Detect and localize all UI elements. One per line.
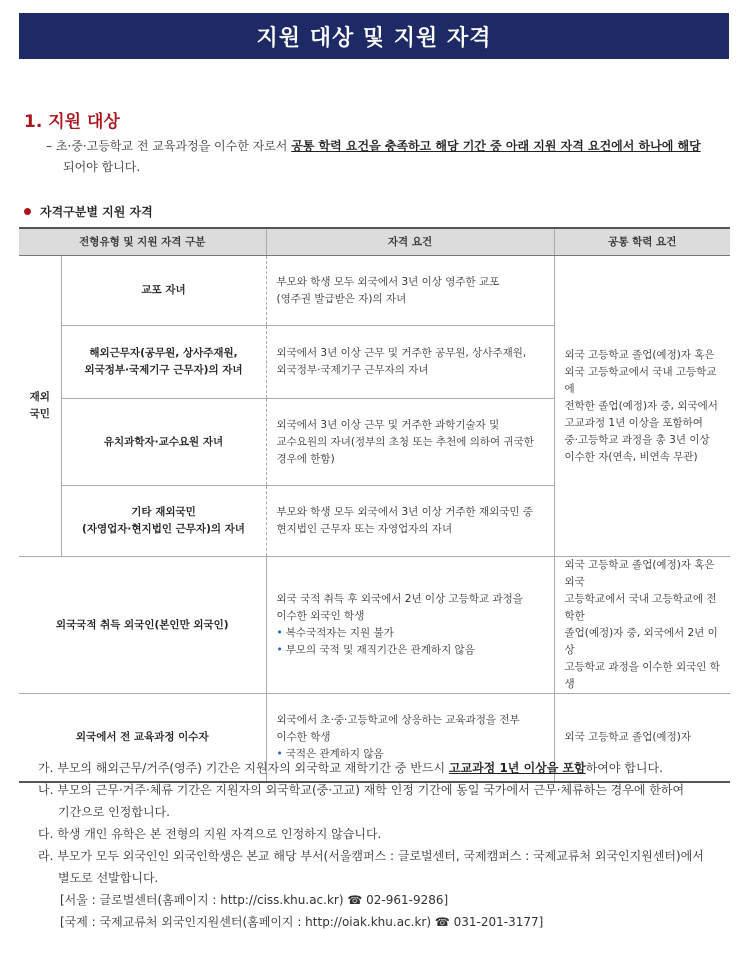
- req-line: 외국 국적 취득 후 외국에서 2년 이상 고등학교 과정을: [276, 593, 523, 605]
- common-line: 졸업(예정)자 중, 외국에서 2년 이상: [564, 627, 718, 656]
- category-line: 기타 재외국민: [131, 506, 196, 518]
- common-line: 고등학교에서 국내 고등학교에 전학한: [564, 593, 717, 622]
- common-requirement-cell: 외국 고등학교 졸업(예정)자: [554, 694, 730, 782]
- requirement-cell: [266, 557, 554, 694]
- group-label-overseas-korean: [19, 256, 61, 557]
- table-row: [19, 256, 730, 326]
- contact-international: [국제 : 국제교류처 외국인지원센터(홈페이지 : http://oiak.khu.ac.kr) ☎ 031-201-3177]: [60, 915, 544, 929]
- req-line: 이수한 학생: [276, 730, 331, 743]
- requirement-cell: [266, 486, 554, 557]
- subsection-title: [24, 203, 153, 220]
- common-line: 외국 고등학교 졸업(예정)자 혹은: [564, 348, 715, 361]
- subsection-title-text: 자격구분별 지원 자격: [40, 205, 153, 219]
- bullet-icon: •: [276, 747, 283, 760]
- common-line: 중·고등학교 과정을 총 3년 이상: [564, 433, 710, 446]
- note-ga: [38, 757, 738, 779]
- header-requirements: 자격 요건: [266, 228, 554, 256]
- req-line: 이수한 외국인 학생: [276, 610, 365, 622]
- req-line: 부모와 학생 모두 외국에서 3년 이상 영주한 교포: [276, 275, 500, 288]
- note-na: 나. 부모의 근무·거주·체류 기간은 지원자의 외국학교(중·고교) 재학 인정 기간에 동일 국가에서 근무·체류하는 경우에 한하여: [38, 783, 685, 797]
- note-text: 가. 부모의 해외근무/거주(영주) 기간은 지원자의 외국학교 재학기간 중 반드시: [38, 761, 449, 775]
- req-line: 교수요원의 자녀(정부의 초청 또는 추천에 의하여 귀국한: [276, 435, 534, 448]
- common-line: 이수한 자(연속, 비연속 무관): [564, 450, 698, 463]
- category-cell: [61, 326, 266, 399]
- banner-title: 지원 대상 및 지원 자격: [256, 25, 492, 51]
- common-line: 외국 고등학교에서 국내 고등학교에: [564, 365, 717, 395]
- contact-seoul: [서울 : 글로벌센터(홈페이지 : http://ciss.khu.ac.kr) ☎ 02-961-9286]: [60, 893, 449, 907]
- group-label-line2: 국민: [29, 408, 50, 420]
- note-na-cont: 기간으로 인정합니다.: [58, 805, 170, 819]
- req-line: 외국에서 3년 이상 근무 및 거주한 공무원, 상사주재원,: [276, 347, 527, 359]
- note-ra-cont: 별도로 선발합니다.: [58, 871, 159, 885]
- category-line: (자영업자·현지법인 근무자)의 자녀: [82, 523, 245, 535]
- table-row: [19, 557, 730, 694]
- common-line: 고교과정 1년 이상을 포함하여: [564, 416, 703, 429]
- page-banner: [19, 13, 729, 59]
- req-line: 부모와 학생 모두 외국에서 3년 이상 거주한 재외국민 중: [276, 506, 534, 518]
- note-da: 다. 학생 개인 유학은 본 전형의 지원 자격으로 인정하지 않습니다.: [38, 827, 382, 841]
- common-line: 전학한 졸업(예정)자 중, 외국에서: [564, 399, 718, 412]
- bullet-icon: •: [276, 644, 283, 656]
- bullet-icon: •: [276, 627, 283, 639]
- req-bullet-item: [277, 625, 544, 642]
- req-line: 현지법인 근무자 또는 자영업자의 자녀: [276, 523, 453, 535]
- intro-paragraph: [46, 136, 736, 178]
- section-title: 1. 지원 대상: [24, 112, 120, 132]
- bullet-text: 국적은 관계하지 않음: [285, 747, 384, 760]
- header-common: 공통 학력 요건: [554, 228, 730, 256]
- req-line: 외국정부·국제기구 근무자의 자녀: [276, 364, 429, 376]
- group-label-line1: 재외: [29, 391, 50, 403]
- intro-text-line2: 되어야 합니다.: [63, 160, 141, 174]
- req-line: 경우에 한함): [276, 452, 335, 465]
- table-header-row: [19, 228, 730, 256]
- bullet-text: 복수국적자는 지원 불가: [285, 627, 394, 639]
- note-ra: 라. 부모가 모두 외국인인 외국인학생은 본교 해당 부서(서울캠퍼스 : 글로벌센터, 국제캠퍼스 : 국제교류처 외국인지원센터)에서: [38, 849, 704, 863]
- category-cell: 외국에서 전 교육과정 이수자: [19, 694, 266, 782]
- notes-list: [38, 757, 738, 933]
- header-type: 전형유형 및 지원 자격 구분: [19, 228, 266, 256]
- note-text: 하여야 합니다.: [585, 761, 663, 775]
- category-line: 외국정부·국제기구 근무자)의 자녀: [84, 364, 243, 376]
- common-requirement-cell: [554, 557, 730, 694]
- common-line: 고등학교 과정을 이수한 외국인 학생: [564, 661, 720, 690]
- requirement-cell: [266, 256, 554, 326]
- req-line: 외국에서 3년 이상 근무 및 거주한 과학기술자 및: [276, 418, 500, 431]
- req-line: (영주권 발급받은 자)의 자녀: [276, 292, 407, 305]
- intro-emphasis: 공통 학력 요건을 충족하고 해당 기간 중 아래 지원 자격 요건에서 하나에 해당: [291, 139, 701, 153]
- category-cell: 유치과학자·교수요원 자녀: [61, 399, 266, 486]
- intro-dash: –: [46, 139, 52, 153]
- intro-text: 초·중·고등학교 전 교육과정을 이수한 자로서: [55, 139, 292, 153]
- category-cell: [61, 486, 266, 557]
- common-line: 외국 고등학교 졸업(예정)자 혹은 외국: [564, 559, 715, 588]
- req-bullet-item: [277, 642, 544, 659]
- common-requirement-cell: [554, 256, 730, 557]
- note-emphasis: 고교과정 1년 이상을 포함: [448, 761, 586, 775]
- req-line: 외국에서 초·중·고등학교에 상응하는 교육과정을 전부: [276, 713, 520, 726]
- category-cell: 외국국적 취득 외국인(본인만 외국인): [19, 557, 266, 694]
- bullet-dot-icon: [24, 208, 31, 215]
- requirement-cell: [266, 326, 554, 399]
- requirement-cell: [266, 399, 554, 486]
- bullet-text: 부모의 국적 및 재직기간은 관계하지 않음: [285, 644, 475, 656]
- category-line: 해외근무자(공무원, 상사주재원,: [89, 347, 238, 359]
- qualification-table: [19, 227, 730, 783]
- category-cell: 교포 자녀: [61, 256, 266, 326]
